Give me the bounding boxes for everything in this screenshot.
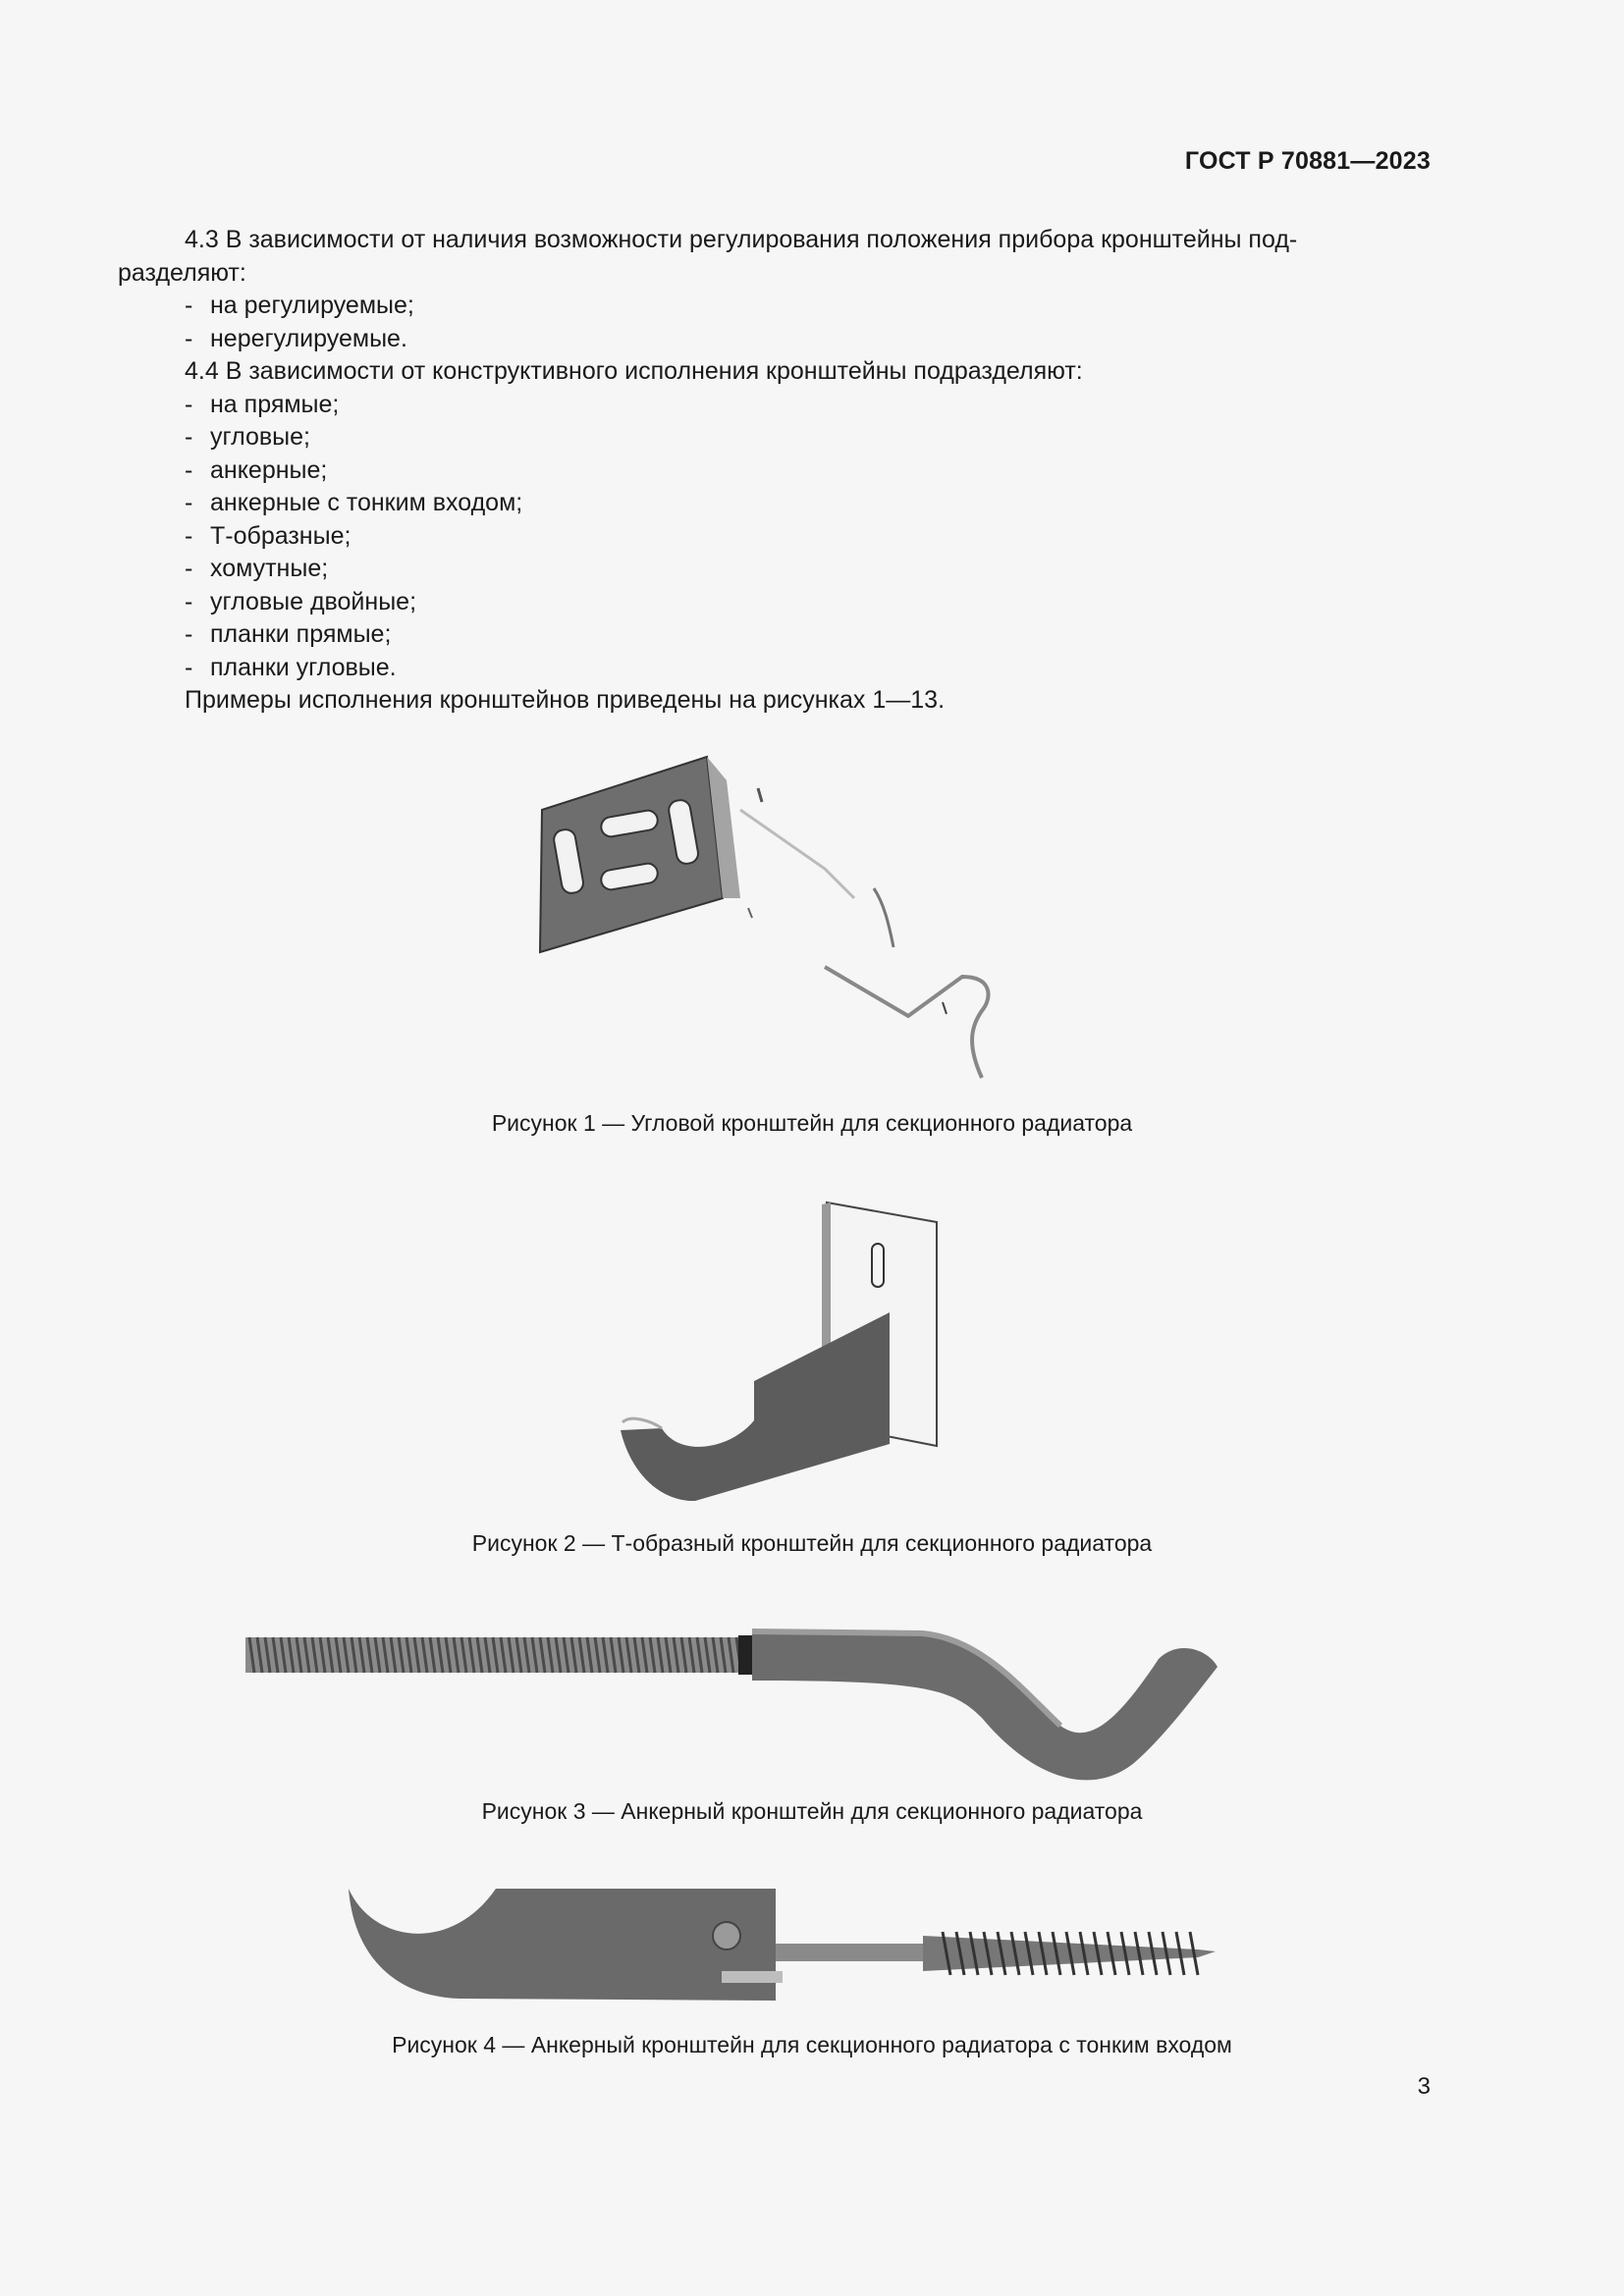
list-item-text: на прямые;	[210, 390, 340, 418]
paragraph-4-3-line2: разделяют:	[118, 258, 246, 287]
list-marker: -	[185, 555, 193, 582]
document-header: ГОСТ Р 70881—2023	[1184, 147, 1431, 175]
figure-4-caption: Рисунок 4 — Анкерный кронштейн для секционного радиатора с тонким входом	[392, 2032, 1232, 2057]
list-item	[118, 553, 1432, 586]
list-item-text: планки прямые;	[210, 620, 392, 648]
list-marker: -	[185, 653, 193, 681]
list-marker: -	[185, 489, 193, 516]
list-item-text: хомутные;	[210, 555, 329, 582]
list-item	[118, 652, 1432, 685]
list-marker: -	[185, 455, 193, 484]
list-marker: -	[185, 423, 193, 451]
figure-2-image	[601, 1193, 945, 1517]
body-text	[118, 224, 1432, 718]
list-marker: -	[185, 292, 193, 319]
list-item-text: нерегулируемые.	[210, 324, 407, 352]
list-item	[118, 290, 1432, 323]
list-item	[118, 520, 1432, 554]
list-marker: -	[185, 324, 193, 352]
list-item	[118, 618, 1432, 652]
figure-3-image	[236, 1610, 1316, 1787]
list-marker: -	[185, 521, 193, 550]
list-item-text: анкерные с тонким входом;	[210, 489, 523, 516]
figure-2-caption: Рисунок 2 — Т-образный кронштейн для секционного радиатора	[471, 1530, 1153, 1556]
list-marker: -	[185, 620, 193, 648]
list-item-text: анкерные;	[210, 455, 328, 484]
list-item	[118, 323, 1432, 356]
list-item	[118, 454, 1432, 488]
list-item-text: угловые двойные;	[210, 587, 417, 615]
list-item-text: на регулируемые;	[210, 292, 414, 319]
list-item-text: планки угловые.	[210, 653, 397, 681]
paragraph-4-4: 4.4 В зависимости от конструктивного исполнения кронштейны подразделяют:	[185, 357, 1083, 385]
figure-1-caption: Рисунок 1 — Угловой кронштейн для секционного радиатора	[491, 1110, 1133, 1136]
list-marker: -	[185, 587, 193, 615]
figure-1-image	[530, 751, 1041, 1090]
list-item	[118, 586, 1432, 619]
figure-4-image	[334, 1875, 1237, 2022]
page-number: 3	[1417, 2073, 1431, 2100]
list-item	[118, 389, 1432, 422]
list-item	[118, 487, 1432, 520]
paragraph-4-3-line1: 4.3 В зависимости от наличия возможности регулирования положения прибора кронштейны под-	[185, 226, 1298, 253]
list-marker: -	[185, 390, 193, 418]
list-item-text: угловые;	[210, 423, 310, 451]
list-item	[118, 421, 1432, 454]
examples-paragraph: Примеры исполнения кронштейнов приведены на рисунках 1—13.	[185, 686, 946, 714]
list-item-text: Т-образные;	[210, 521, 352, 550]
figure-3-caption: Рисунок 3 — Анкерный кронштейн для секционного радиатора	[481, 1798, 1143, 1824]
